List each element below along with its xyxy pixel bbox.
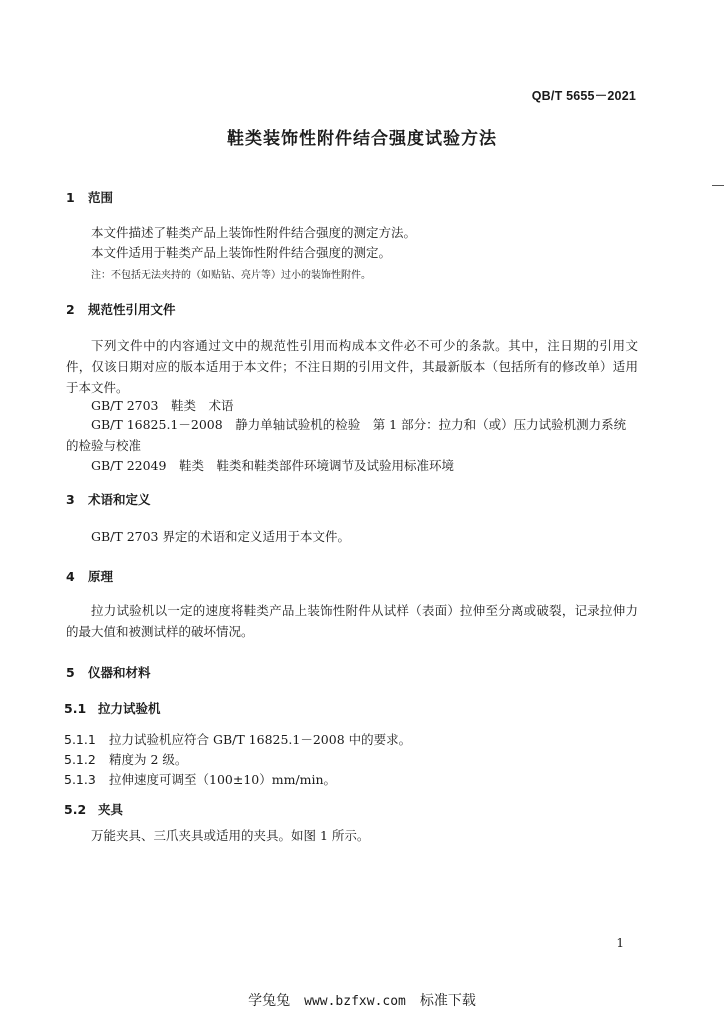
section-4-heading: 4 原理 [66, 569, 114, 584]
section-3-paragraph: GB/T 2703 界定的术语和定义适用于本文件。 [91, 529, 350, 544]
section-1-note: 注：不包括无法夹持的（如贴钻、亮片等）过小的装饰性附件。 [91, 270, 371, 281]
section-2-intro: 下列文件中的内容通过文中的规范性引用而构成本文件必不可少的条款。其中，注日期的引用文件，仅该日期对应的版本适用于本文件；不注日期的引用文件，其最新版本（包括所有的修改单）适用于本文件。 [66, 338, 638, 395]
section-4-paragraph: 拉力试验机以一定的速度将鞋类产品上装饰性附件从试样（表面）拉伸至分离或破裂，记录拉伸力的最大值和被测试样的破坏情况。 [66, 603, 638, 639]
footer-watermark [0, 990, 724, 1010]
footer-tagline: 标准下载 [419, 993, 476, 1009]
section-1-paragraph-1: 本文件描述了鞋类产品上装饰性附件结合强度的测定方法。 [91, 225, 417, 240]
standard-code: QB/T 5655－2021 [531, 89, 636, 103]
section-3-heading: 3 术语和定义 [66, 492, 151, 507]
clause-5-1-1: 5.1.1 拉力试验机应符合 GB/T 16825.1－2008 中的要求。 [64, 732, 412, 747]
clause-5-1-2: 5.1.2 精度为 2 级。 [64, 752, 188, 767]
reference-item: GB/T 2703 鞋类 术语 [91, 398, 234, 413]
clause-5-1-3: 5.1.3 拉伸速度可调至（100±10）mm/min。 [64, 772, 337, 787]
section-1-heading: 1 范围 [66, 190, 114, 205]
subsection-5-1-heading: 5.1 拉力试验机 [64, 701, 161, 716]
page-number: 1 [616, 936, 624, 950]
footer-brand: 学兔兔 [248, 993, 291, 1009]
section-1-paragraph-2: 本文件适用于鞋类产品上装饰性附件结合强度的测定。 [91, 245, 392, 260]
footer-url[interactable]: www.bzfxw.com [304, 994, 406, 1009]
subsection-5-2-heading: 5.2 夹具 [64, 802, 124, 817]
section-2-heading: 2 规范性引用文件 [66, 302, 176, 317]
subsection-5-2-paragraph: 万能夹具、三爪夹具或适用的夹具。如图 1 所示。 [91, 828, 370, 843]
document-title: 鞋类装饰性附件结合强度试验方法 [227, 129, 497, 149]
section-5-heading: 5 仪器和材料 [66, 665, 151, 680]
reference-item: GB/T 22049 鞋类 鞋类和鞋类部件环境调节及试验用标准环境 [91, 458, 454, 473]
reference-item: GB/T 16825.1－2008 静力单轴试验机的检验 第 1 部分：拉力和（或）压力试验机测力系统的检验与校准 [66, 417, 627, 453]
edge-mark [712, 185, 724, 186]
